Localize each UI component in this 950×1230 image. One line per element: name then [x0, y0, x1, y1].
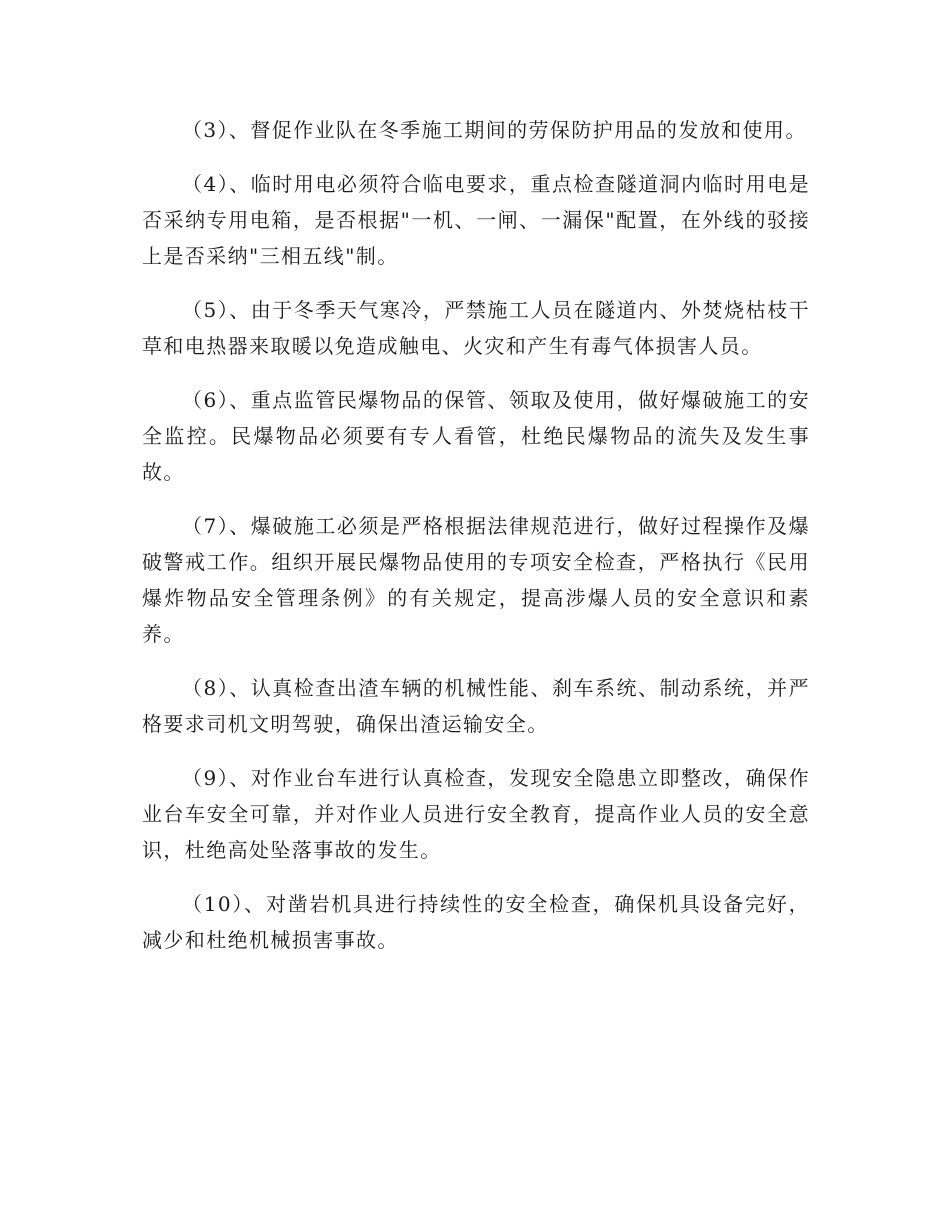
paragraph-item-4: （4）、临时用电必须符合临电要求，重点检查隧道洞内临时用电是否采纳专用电箱，是否根据"一机、一闸、一漏保"配置，在外线的驳接上是否采纳"三相五线"制。	[142, 172, 810, 268]
paragraph-item-7: （7）、爆破施工必须是严格根据法律规范进行，做好过程操作及爆破警戒工作。组织开展民爆物品使用的专项安全检查，严格执行《民用爆炸物品安全管理条例》的有关规定，提高涉爆人员的安全意识和素养。	[142, 514, 810, 646]
paragraph-item-6: （6）、重点监管民爆物品的保管、领取及使用，做好爆破施工的安全监控。民爆物品必须要有专人看管，杜绝民爆物品的流失及发生事故。	[142, 388, 810, 484]
paragraph-item-5: （5）、由于冬季天气寒冷，严禁施工人员在隧道内、外焚烧枯枝干草和电热器来取暖以免造成触电、火灾和产生有毒气体损害人员。	[142, 298, 810, 358]
paragraph-item-10: （10）、对凿岩机具进行持续性的安全检查，确保机具设备完好，减少和杜绝机械损害事故。	[142, 892, 810, 952]
paragraph-item-9: （9）、对作业台车进行认真检查，发现安全隐患立即整改，确保作业台车安全可靠，并对作业人员进行安全教育，提高作业人员的安全意识，杜绝高处坠落事故的发生。	[142, 766, 810, 862]
paragraph-item-8: （8）、认真检查出渣车辆的机械性能、刹车系统、制动系统，并严格要求司机文明驾驶，确保出渣运输安全。	[142, 676, 810, 736]
paragraph-item-3: （3）、督促作业队在冬季施工期间的劳保防护用品的发放和使用。	[182, 118, 807, 142]
